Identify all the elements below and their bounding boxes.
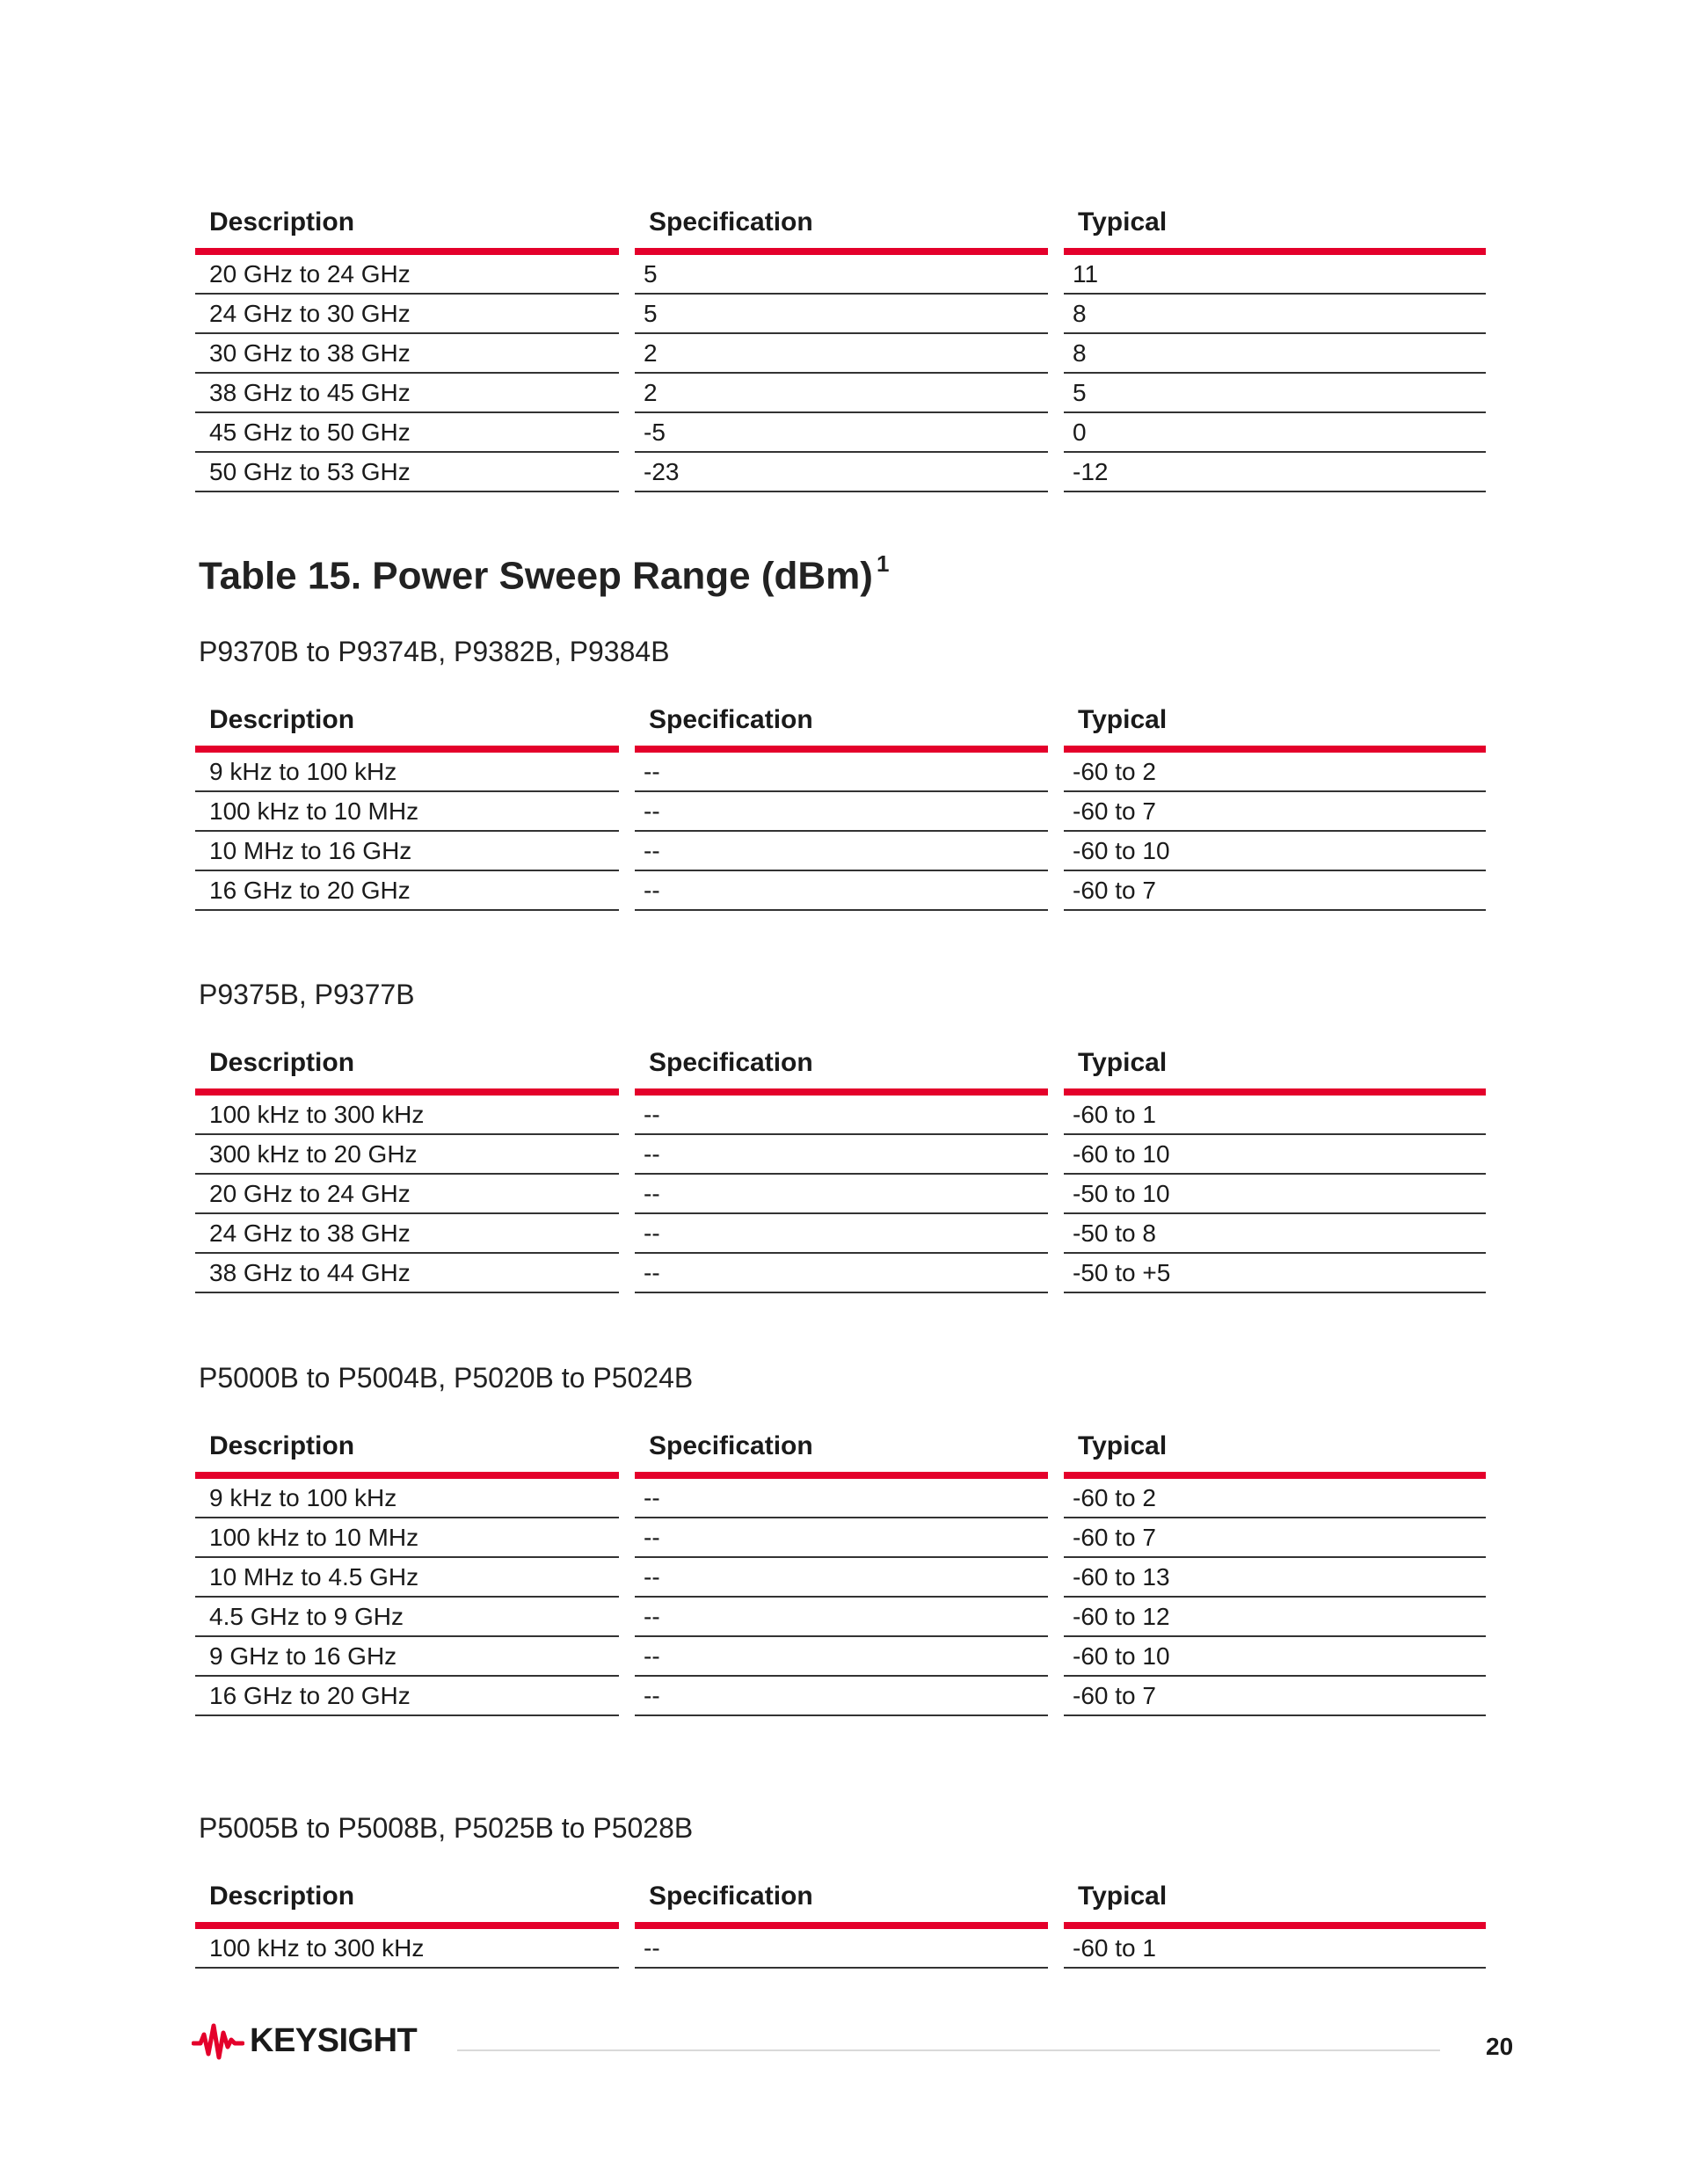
header-specification: Specification: [635, 1871, 1048, 1929]
table-row: [195, 1135, 1486, 1175]
cell-typical: -60 to 1: [1064, 1929, 1486, 1969]
section-subtitle: P9370B to P9374B, P9382B, P9384B: [199, 636, 670, 667]
cell-specification: --: [635, 1096, 1048, 1135]
cell-specification: --: [635, 1558, 1048, 1598]
cell-typical: -60 to 10: [1064, 1135, 1486, 1175]
cell-specification: --: [635, 832, 1048, 871]
cell-typical: 5: [1064, 374, 1486, 413]
spec-table-section-3: [195, 1421, 1486, 1716]
spec-table: [195, 1871, 1486, 1969]
cell-description: 9 GHz to 16 GHz: [195, 1637, 619, 1677]
cell-specification: --: [635, 1637, 1048, 1677]
header-typical: Typical: [1064, 197, 1486, 255]
table-row: [195, 753, 1486, 792]
table-header-row: [195, 1421, 1486, 1479]
cell-specification: --: [635, 1479, 1048, 1518]
section-subtitle: P5005B to P5008B, P5025B to P5028B: [199, 1812, 694, 1844]
spec-table-section-1: [195, 695, 1486, 911]
cell-specification: -23: [635, 453, 1048, 492]
spec-table: [195, 197, 1486, 492]
cell-specification: --: [635, 871, 1048, 911]
cell-typical: -60 to 7: [1064, 1677, 1486, 1716]
table-row: [195, 453, 1486, 492]
cell-specification: --: [635, 753, 1048, 792]
header-description: Description: [195, 197, 619, 255]
table-header-row: [195, 197, 1486, 255]
cell-specification: --: [635, 792, 1048, 832]
header-specification: Specification: [635, 197, 1048, 255]
table-row: [195, 255, 1486, 295]
cell-typical: 11: [1064, 255, 1486, 295]
cell-specification: 5: [635, 255, 1048, 295]
table-row: [195, 1254, 1486, 1293]
cell-typical: -60 to 10: [1064, 832, 1486, 871]
section-subtitle: P9375B, P9377B: [199, 979, 415, 1010]
table-row: [195, 792, 1486, 832]
table-title: [199, 550, 890, 599]
cell-description: 100 kHz to 300 kHz: [195, 1096, 619, 1135]
cell-specification: --: [635, 1929, 1048, 1969]
table-body: [195, 255, 1486, 492]
header-description: Description: [195, 1037, 619, 1096]
cell-specification: --: [635, 1598, 1048, 1637]
cell-description: 10 MHz to 16 GHz: [195, 832, 619, 871]
cell-description: 24 GHz to 38 GHz: [195, 1214, 619, 1254]
header-typical: Typical: [1064, 1037, 1486, 1096]
keysight-wave-icon: [192, 2020, 244, 2061]
cell-description: 300 kHz to 20 GHz: [195, 1135, 619, 1175]
table-row: [195, 832, 1486, 871]
brand-wordmark: KEYSIGHT: [250, 2021, 418, 2059]
header-typical: Typical: [1064, 695, 1486, 753]
spec-table: [195, 695, 1486, 911]
spec-table-continued: [195, 197, 1486, 492]
cell-typical: -60 to 10: [1064, 1637, 1486, 1677]
table-row: [195, 1637, 1486, 1677]
cell-typical: 8: [1064, 334, 1486, 374]
cell-description: 30 GHz to 38 GHz: [195, 334, 619, 374]
spec-table: [195, 1037, 1486, 1293]
table-row: [195, 1518, 1486, 1558]
title-footnote: 1: [876, 550, 890, 577]
cell-description: 9 kHz to 100 kHz: [195, 753, 619, 792]
cell-typical: -12: [1064, 453, 1486, 492]
cell-description: 38 GHz to 45 GHz: [195, 374, 619, 413]
cell-description: 38 GHz to 44 GHz: [195, 1254, 619, 1293]
cell-typical: 8: [1064, 295, 1486, 334]
header-description: Description: [195, 1871, 619, 1929]
cell-typical: -50 to 10: [1064, 1175, 1486, 1214]
cell-specification: 2: [635, 334, 1048, 374]
cell-typical: -60 to 13: [1064, 1558, 1486, 1598]
table-row: [195, 1929, 1486, 1969]
table-body: [195, 1096, 1486, 1293]
cell-description: 100 kHz to 10 MHz: [195, 792, 619, 832]
table-body: [195, 1929, 1486, 1969]
cell-typical: -60 to 7: [1064, 792, 1486, 832]
header-description: Description: [195, 695, 619, 753]
table-row: [195, 413, 1486, 453]
cell-specification: 2: [635, 374, 1048, 413]
cell-description: 16 GHz to 20 GHz: [195, 871, 619, 911]
cell-specification: --: [635, 1254, 1048, 1293]
table-body: [195, 753, 1486, 911]
cell-description: 50 GHz to 53 GHz: [195, 453, 619, 492]
cell-description: 16 GHz to 20 GHz: [195, 1677, 619, 1716]
cell-typical: -60 to 7: [1064, 1518, 1486, 1558]
table-body: [195, 1479, 1486, 1716]
table-row: [195, 1096, 1486, 1135]
cell-specification: -5: [635, 413, 1048, 453]
footer-divider: [457, 2049, 1440, 2051]
cell-typical: -60 to 2: [1064, 753, 1486, 792]
table-row: [195, 1479, 1486, 1518]
cell-specification: --: [635, 1518, 1048, 1558]
cell-description: 20 GHz to 24 GHz: [195, 255, 619, 295]
cell-typical: -60 to 2: [1064, 1479, 1486, 1518]
cell-specification: --: [635, 1175, 1048, 1214]
spec-table-section-2: [195, 1037, 1486, 1293]
cell-specification: 5: [635, 295, 1048, 334]
cell-typical: 0: [1064, 413, 1486, 453]
table-row: [195, 295, 1486, 334]
header-specification: Specification: [635, 1037, 1048, 1096]
table-header-row: [195, 695, 1486, 753]
cell-specification: --: [635, 1135, 1048, 1175]
section-subtitle: P5000B to P5004B, P5020B to P5024B: [199, 1362, 694, 1394]
table-title-text: Table 15. Power Sweep Range (dBm): [199, 554, 873, 598]
header-specification: Specification: [635, 695, 1048, 753]
cell-typical: -50 to 8: [1064, 1214, 1486, 1254]
table-row: [195, 1175, 1486, 1214]
table-header-row: [195, 1871, 1486, 1929]
cell-typical: -60 to 7: [1064, 871, 1486, 911]
cell-description: 4.5 GHz to 9 GHz: [195, 1598, 619, 1637]
table-row: [195, 871, 1486, 911]
header-typical: Typical: [1064, 1421, 1486, 1479]
cell-description: 100 kHz to 10 MHz: [195, 1518, 619, 1558]
cell-description: 24 GHz to 30 GHz: [195, 295, 619, 334]
table-row: [195, 1677, 1486, 1716]
cell-specification: --: [635, 1214, 1048, 1254]
header-typical: Typical: [1064, 1871, 1486, 1929]
page-number: 20: [1486, 2033, 1514, 2060]
cell-specification: --: [635, 1677, 1048, 1716]
table-row: [195, 1558, 1486, 1598]
table-row: [195, 1598, 1486, 1637]
spec-table-section-4: [195, 1871, 1486, 1969]
cell-description: 100 kHz to 300 kHz: [195, 1929, 619, 1969]
table-row: [195, 334, 1486, 374]
header-description: Description: [195, 1421, 619, 1479]
cell-typical: -60 to 1: [1064, 1096, 1486, 1135]
brand-logo: [192, 2020, 417, 2061]
header-specification: Specification: [635, 1421, 1048, 1479]
cell-description: 20 GHz to 24 GHz: [195, 1175, 619, 1214]
table-row: [195, 1214, 1486, 1254]
cell-description: 45 GHz to 50 GHz: [195, 413, 619, 453]
spec-table: [195, 1421, 1486, 1716]
table-row: [195, 374, 1486, 413]
cell-description: 10 MHz to 4.5 GHz: [195, 1558, 619, 1598]
table-header-row: [195, 1037, 1486, 1096]
cell-typical: -60 to 12: [1064, 1598, 1486, 1637]
cell-typical: -50 to +5: [1064, 1254, 1486, 1293]
cell-description: 9 kHz to 100 kHz: [195, 1479, 619, 1518]
